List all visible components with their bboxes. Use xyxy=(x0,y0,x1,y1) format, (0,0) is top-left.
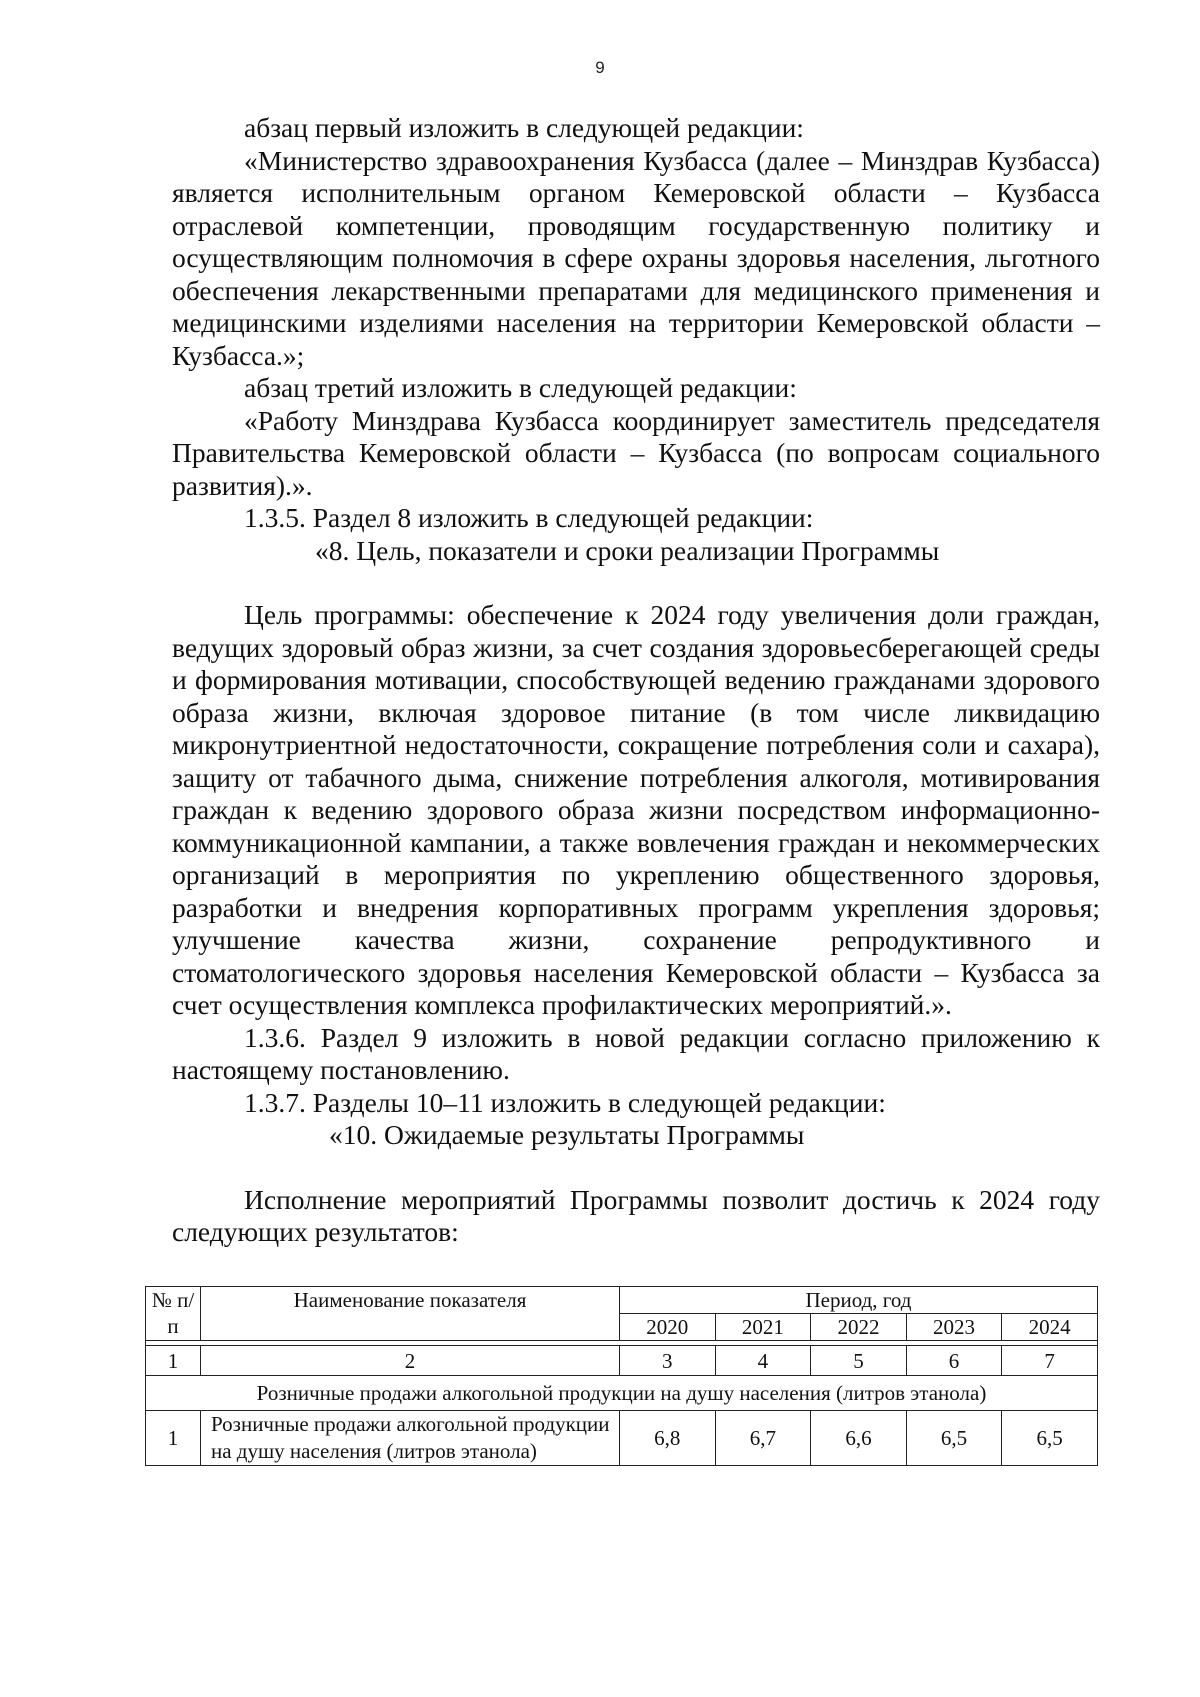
page-number: 9 xyxy=(595,58,605,77)
column-number: 3 xyxy=(620,1346,716,1376)
column-number: 4 xyxy=(715,1346,811,1376)
paragraph-p4: «Работу Минздрава Кузбасса координирует заместитель председателя Правительства Кемеровской области – Кузбасса (по вопросам социального развития).». xyxy=(172,404,1100,501)
section-10-title: «10. Ожидаемые результаты Программы xyxy=(329,1119,805,1150)
header-year: 2024 xyxy=(1002,1314,1098,1341)
section-title: Розничные продажи алкогольной продукции на душу населения (литров этанола) xyxy=(146,1376,1098,1411)
row-value: 6,5 xyxy=(906,1411,1002,1466)
paragraph-p9: Исполнение мероприятий Программы позволит достичь к 2024 году следующих результатов: xyxy=(172,1183,1100,1247)
column-number: 7 xyxy=(1002,1346,1098,1376)
row-name: Розничные продажи алкогольной продукции на душу населения (литров этанола) xyxy=(201,1411,620,1466)
header-year: 2020 xyxy=(620,1314,716,1341)
column-number: 2 xyxy=(201,1346,620,1376)
column-number: 5 xyxy=(811,1346,907,1376)
row-value: 6,7 xyxy=(715,1411,811,1466)
blank-line xyxy=(172,567,1100,599)
blank-line xyxy=(172,1152,1100,1184)
header-no: № п/п xyxy=(146,1287,201,1341)
header-period: Период, год xyxy=(620,1287,1098,1314)
results-table xyxy=(145,1286,1098,1466)
table-column-numbers xyxy=(146,1346,1098,1376)
paragraph-p6: Цель программы: обеспечение к 2024 году увеличения доли граждан, ведущих здоровый образ жизни, за счет создания здоровьесберегающей среды и формирования мотивации, способствующей ведению гражданами здорового образа жизни, включая здоровое питание (в том числе ликвидацию микронутриентной недостаточности, сокращение потребления соли и сахара), защиту от табачного дыма, снижение потребления алкоголя, мотивирования граждан к ведению здорового образа жизни посредством информационно-коммуникационной кампании, а также вовлечения граждан и некоммерческих организаций в мероприятия по укреплению общественного здоровья, разработки и внедрения корпоративных программ укрепления здоровья; улучшение качества жизни, сохранение репродуктивного и стоматологического здоровья населения Кемеровской области – Кузбасса за счет осуществления комплекса профилактических мероприятий.». xyxy=(172,599,1100,1020)
section-8-title: «8. Цель, показатели и сроки реализации Программы xyxy=(315,534,940,566)
paragraph-p1: абзац первый изложить в следующей редакции: xyxy=(244,112,804,143)
column-number: 1 xyxy=(146,1346,201,1376)
row-value: 6,6 xyxy=(811,1411,907,1466)
paragraph-p7: 1.3.6. Раздел 9 изложить в новой редакции согласно приложению к настоящему постановлению. xyxy=(172,1021,1100,1085)
paragraph-p2: «Министерство здравоохранения Кузбасса (далее – Минздрав Кузбасса) является исполнительным органом Кемеровской области – Кузбасса отраслевой компетенции, проводящим государственную политику и осуществляющим полномочия в сфере охраны здоровья населения, льготного обеспечения лекарственными препаратами для медицинского применения и медицинскими изделиями населения на территории Кемеровской области – Кузбасса.»; xyxy=(172,144,1100,371)
table-section-row xyxy=(146,1376,1098,1411)
header-name: Наименование показателя xyxy=(201,1287,620,1341)
paragraph-p8: 1.3.7. Разделы 10–11 изложить в следующей редакции: xyxy=(244,1086,886,1118)
table-header-row xyxy=(146,1287,1098,1314)
header-year: 2023 xyxy=(906,1314,1002,1341)
paragraph-p5: 1.3.5. Раздел 8 изложить в следующей редакции: xyxy=(244,502,814,533)
paragraph-p3: абзац третий изложить в следующей редакции: xyxy=(244,372,797,403)
row-value: 6,5 xyxy=(1002,1411,1098,1466)
row-value: 6,8 xyxy=(620,1411,716,1466)
column-number: 6 xyxy=(906,1346,1002,1376)
table-row xyxy=(146,1411,1098,1466)
header-year: 2022 xyxy=(811,1314,907,1341)
header-year: 2021 xyxy=(715,1314,811,1341)
row-no: 1 xyxy=(146,1411,201,1466)
document-body xyxy=(172,112,1100,1249)
